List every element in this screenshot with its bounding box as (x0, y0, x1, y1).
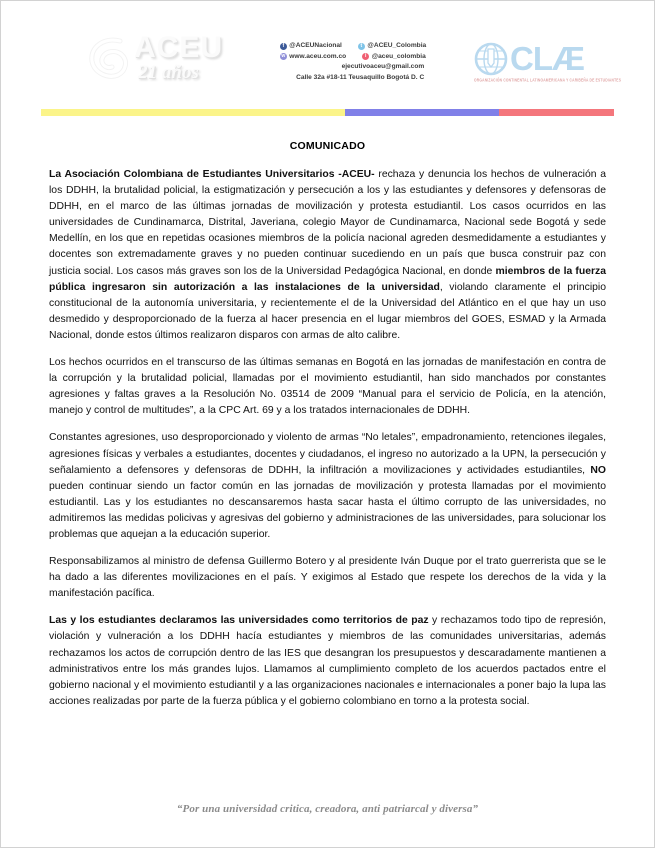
twitter-icon: t (358, 43, 365, 50)
instagram-icon: i (362, 53, 369, 60)
paragraph-3: Constantes agresiones, uso desproporcionado y violento de armas “No letales”, empadronamiento, retenciones ilegales, agresiones físicas y verbales a estudiantes, docentes y ciudadanos, el ingreso no autorizado a la UPN, la persecución y señalamiento a defensores y defensoras de DDHH, la infiltración a movilizaciones y actividades estudiantiles, NO pueden continuar siendo un factor común en las jornadas de movilización y protesta llamadas por el movimiento estudiantil. Las y los estudiantes no descansaremos hasta sacar hasta el último corrupto de las universidades, no admitiremos las medidas policivas y agresivas del gobierno y administraciones de las universidades, para solucionar los problemas que aquejan a la educación superior. (49, 432, 606, 540)
aceu-swirl-icon (88, 35, 132, 81)
aceu-logo (86, 29, 236, 95)
paragraph-4: Responsabilizamos al ministro de defensa Guillermo Botero y al presidente Iván Duque por el trato guerrerista que se le ha dado a las diferentes movilizaciones en el país. Y exigimos al Estado que respete los derechos de la vida y la manifestación pacífica. (49, 556, 606, 600)
oclae-logo (474, 40, 622, 83)
paragraph-2: Los hechos ocurridos en el transcurso de las últimas semanas en Bogotá en las jornadas de manifestación en contra de la corrupción y la brutalidad policial, llamadas por el movimiento estudiantil, han sido manchados por constantes agresiones y faltas graves a la Resolución No. 03514 de 2009 “Manual para el servicio de Policía, en la atención, manejo y control de multitudes”, a la CPC Art. 69 y a los tratados internacionales de DDHH. (49, 357, 606, 417)
facebook-contact[interactable] (280, 41, 342, 52)
instagram-handle: @aceu_colombia (371, 52, 426, 60)
postal-address: Calle 32a #18-11 Teusaquillo Bogotá D. C (296, 73, 425, 81)
footer-slogan: “Por una universidad critica, creadora, anti patriarcal y diversa” (176, 803, 479, 815)
color-bar-segment-red (499, 109, 614, 116)
website-contact[interactable] (280, 52, 346, 63)
twitter-handle: @ACEU_Colombia (367, 42, 427, 49)
aceu-wordmark: ACEU (134, 31, 224, 64)
globe-emblem-icon (474, 42, 508, 76)
color-bar-segment-purple (345, 109, 500, 116)
header-color-bar (41, 109, 614, 116)
aceu-anniversary-text: 21 años (138, 62, 199, 83)
paragraph-5: Las y los estudiantes declaramos las universidades como territorios de paz y rechazamos todo tipo de represión, violación y vulneración a los DDHH hacía estudiantes y miembros de las comunidades universitarias, además rechazamos los actos de corrupción dentro de las IES que desangran los presupuestos y descaradamente mantienen a administrativos entre los más grandes lujos. Llamamos al cumplimiento completo de los acuerdos pactados entre el gobierno nacional y el movimiento estudiantil y a las organizaciones nacionales e internacionales a poner bajo la lupa las acciones realizadas por parte de la fuerza pública y el gobierno colombiano en torno a la protesta social. (49, 615, 606, 707)
oclae-wordmark: CLÆ (510, 40, 584, 77)
oclae-subtitle: ORGANIZACIÓN CONTINENTAL LATINOAMERICANA Y CARIBEÑA DE ESTUDIANTES (474, 77, 622, 83)
color-bar-segment-yellow (41, 109, 345, 116)
website-url: www.aceu.com.co (289, 52, 347, 60)
twitter-contact[interactable] (358, 41, 426, 52)
facebook-icon: f (280, 43, 287, 50)
facebook-handle: @ACEUNacional (289, 42, 342, 49)
globe-icon: w (281, 53, 286, 60)
paragraph-1: La Asociación Colombiana de Estudiantes Universitarios -ACEU- rechaza y denuncia los hechos de vulneración a los DDHH, la brutalidad policial, la estigmatización y persecución a los y las estudiantes y defensores y defensoras de DDHH, en el marco de las últimas jornadas de movilización y protesta estudiantil. Los casos ocurridos en las universidades de Cundinamarca, Distrital, Javeriana, colegio Mayor de Cundinamarca, Nacional sede Bogotá y sede Medellín, en los que en repetidas ocasiones miembros de la policía nacional agreden desmedidamente a estudiantes y docentes son extremadamente graves y no pueden continuar sucediendo en un país que busca construir paz con justicia social. Los casos más graves son los de la Universidad Pedagógica Nacional, en donde miembros de la fuerza pública ingresaron sin autorización a las instalaciones de la universidad, violando claramente el principio constitucional de la autonomía universitaria, y recientemente el de la Universidad del Atlántico en el que hay un uso desmedido y desproporcionado de la fuerza al hacer presencia en el lugar miembros del GOES, ESMAD y la Armada Nacional, donde estos últimos realizaron disparos con armas de alto calibre. (49, 169, 606, 341)
instagram-contact[interactable] (362, 52, 426, 63)
document-body (49, 167, 606, 710)
contact-info-block (280, 41, 430, 83)
page-title: COMUNICADO (289, 140, 366, 152)
email-address[interactable]: ejecutivoaceu@gmail.com (341, 63, 425, 70)
document-header (41, 23, 622, 101)
